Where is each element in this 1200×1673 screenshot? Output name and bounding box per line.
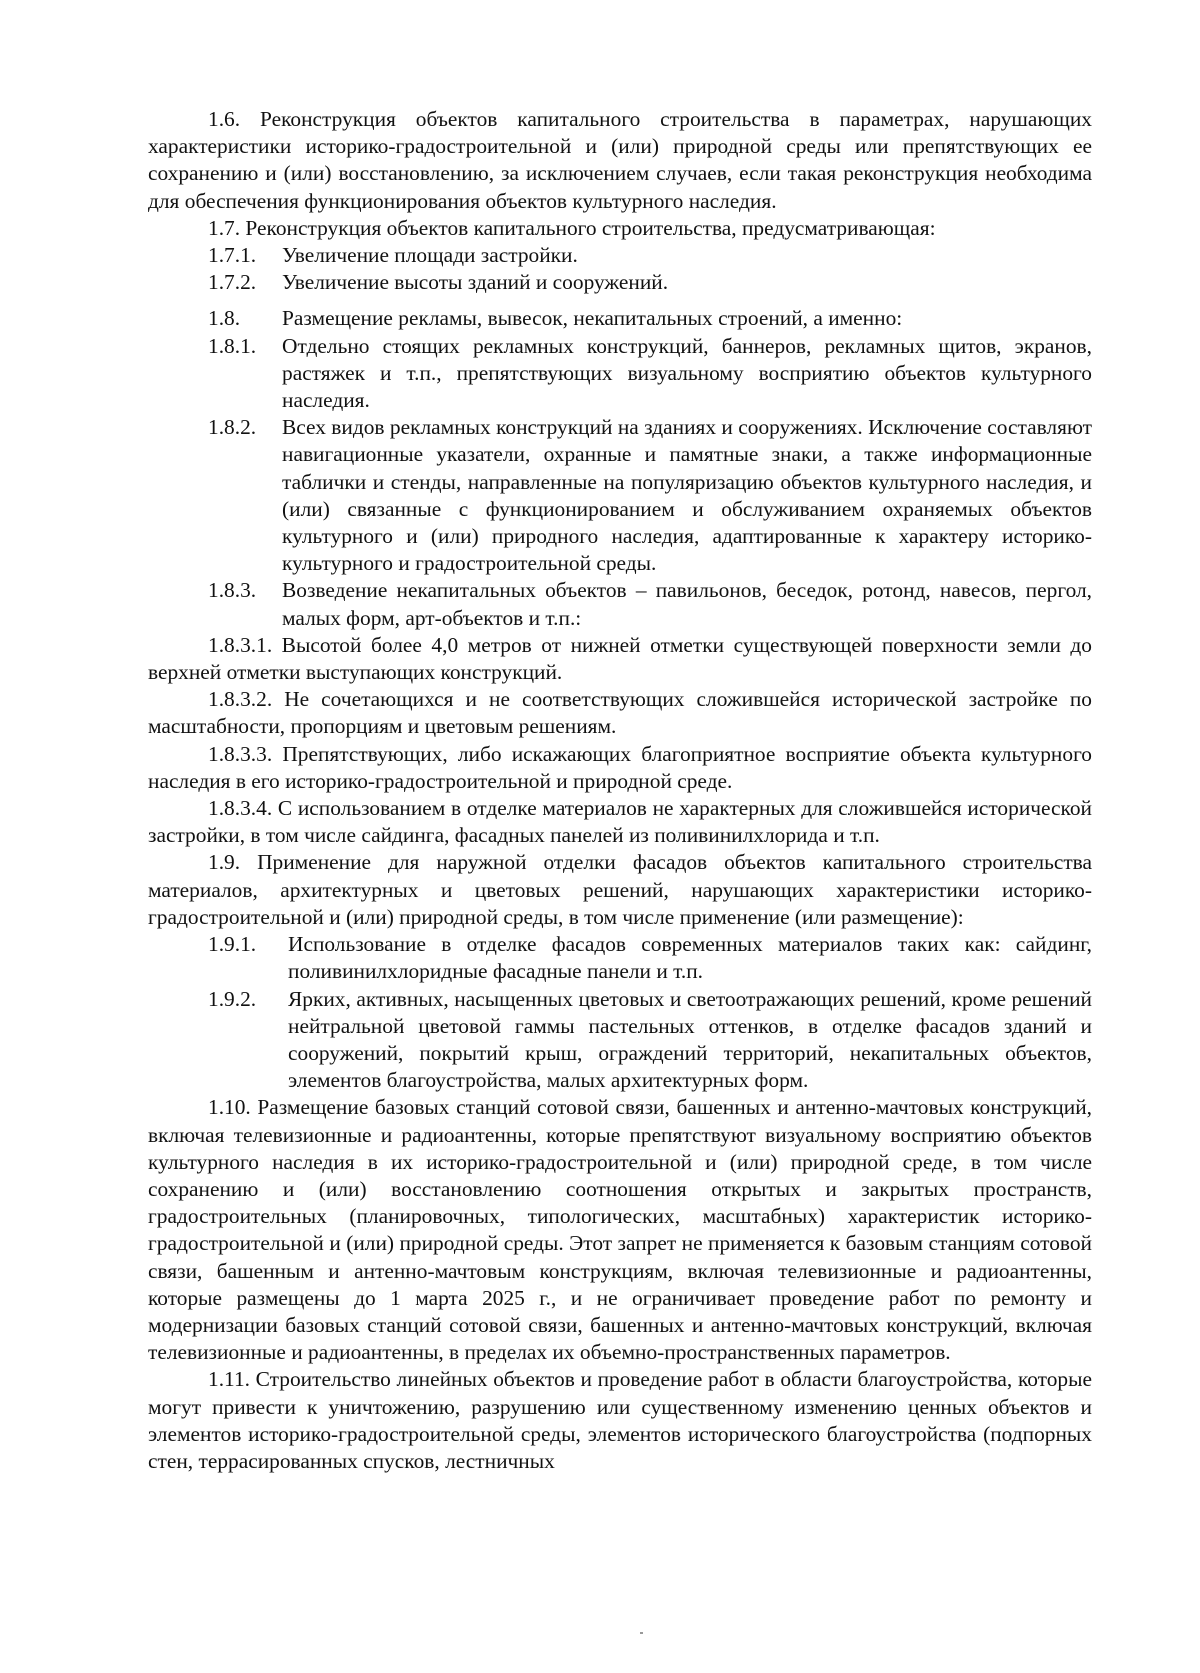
item-number: 1.7.1.: [208, 243, 257, 268]
list-item-1-7-1: [148, 242, 1092, 269]
paragraph-1-8-3-4: 1.8.3.4. С использованием в отделке материалов не характерных для сложившейся исторической застройки, в том числе сайдинга, фасадных панелей из поливинилхлорида и т.п.: [148, 796, 1092, 848]
item-number: 1.7.2.: [208, 270, 257, 295]
item-text: Ярких, активных, насыщенных цветовых и светоотражающих решений, кроме решений нейтральной цветовой гаммы пастельных оттенков, в отделке фасадов зданий и сооружений, покрытий крыш, ограждений территорий, некапитальных объектов, элементов благоустройства, малых архитектурных форм.: [288, 986, 1092, 1093]
item-text: Увеличение высоты зданий и сооружений.: [282, 270, 669, 295]
item-text: Увеличение площади застройки.: [282, 243, 578, 268]
item-number: 1.8.: [208, 306, 241, 331]
item-number: 1.8.3.: [208, 578, 257, 603]
item-text: Возведение некапитальных объектов – павильонов, беседок, ротонд, навесов, пергол, малых форм, арт-объектов и т.п.:: [282, 578, 1092, 630]
paragraph-1-8-3-3: 1.8.3.3. Препятствующих, либо искажающих благоприятное восприятие объекта культурного наследия в его историко-градостроительной и природной среде.: [148, 741, 1092, 793]
item-text: Использование в отделке фасадов современных материалов таких как: сайдинг, поливинилхлоридные фасадные панели и т.п.: [288, 932, 1092, 984]
list-item-1-8: [148, 305, 1092, 332]
paragraph-1-8-3-1: 1.8.3.1. Высотой более 4,0 метров от нижней отметки существующей поверхности земли до верхней отметки выступающих конструкций.: [148, 632, 1092, 685]
item-text: Всех видов рекламных конструкций на зданиях и сооружениях. Исключение составляют навигационные указатели, охранные и памятные знаки, а также информационные таблички и стенды, направленные на популяризацию объектов культурного наследия, и (или) связанные с функционированием и обслуживанием охраняемых объектов культурного и (или) природного наследия, адаптированные к характеру историко-культурного и градостроительной среды.: [282, 415, 1092, 576]
list-item-1-8-2: [148, 414, 1092, 577]
item-number: 1.9.1.: [208, 932, 257, 957]
scan-speck: [640, 1632, 643, 1634]
item-text: Размещение рекламы, вывесок, некапитальных строений, а именно:: [282, 306, 903, 331]
item-number: 1.8.1.: [208, 333, 257, 358]
paragraph-1-8-3-2: 1.8.3.2. Не сочетающихся и не соответствующих сложившейся исторической застройке по масштабности, пропорциям и цветовым решениям.: [148, 687, 1092, 739]
list-item-1-9-1: [148, 931, 1092, 985]
paragraph-1-7: 1.7. Реконструкция объектов капитального строительства, предусматривающая:: [208, 215, 936, 240]
item-text: Отдельно стоящих рекламных конструкций, баннеров, рекламных щитов, экранов, растяжек и т.п., препятствующих визуальному восприятию объектов культурного наследия.: [282, 333, 1092, 413]
list-item-1-7-2: [148, 269, 1092, 296]
list-item-1-8-1: [148, 333, 1092, 415]
list-item-1-9-2: [148, 986, 1092, 1095]
paragraph-1-9: 1.9. Применение для наружной отделки фасадов объектов капитального строительства материалов, архитектурных и цветовых решений, нарушающих характеристики историко-градостроительной и (или) природной среды, в том числе применение (или размещение):: [148, 850, 1092, 929]
list-item-1-8-3: [148, 577, 1092, 631]
item-number: 1.9.2.: [208, 986, 257, 1011]
item-number: 1.8.2.: [208, 415, 257, 440]
paragraph-1-11: 1.11. Строительство линейных объектов и проведение работ в области благоустройства, которые могут привести к уничтожению, разрушению или существенному изменению ценных объектов и элементов историко-градостроительной среды, элементов исторического благоустройства (подпорных стен, террасированных спусков, лестничных: [148, 1367, 1092, 1473]
paragraph-1-6: 1.6. Реконструкция объектов капитального строительства в параметрах, нарушающих характеристики историко-градостроительной и (или) природной среды или препятствующих ее сохранению и (или) восстановлению, за исключением случаев, если такая реконструкция необходима для обеспечения функционирования объектов культурного наследия.: [148, 107, 1092, 213]
paragraph-1-10: 1.10. Размещение базовых станций сотовой связи, башенных и антенно-мачтовых конструкций, включая телевизионные и радиоантенны, которые препятствуют визуальному восприятию объектов культурного наследия в их историко-градостроительной и (или) природной среде, в том числе сохранению и (или) восстановлению соотношения открытых и закрытых пространств, градостроительных (планировочных, типологических, масштабных) характеристик историко-градостроительной и (или) природной среды. Этот запрет не применяется к базовым станциям сотовой связи, башенным и антенно-мачтовым конструкциям, включая телевизионные и радиоантенны, которые размещены до 1 марта 2025 г., и не ограничивает проведение работ по ремонту и модернизации базовых станций сотовой связи, башенных и антенно-мачтовых конструкций, включая телевизионные и радиоантенны, в пределах их объемно-пространственных параметров.: [148, 1095, 1092, 1365]
